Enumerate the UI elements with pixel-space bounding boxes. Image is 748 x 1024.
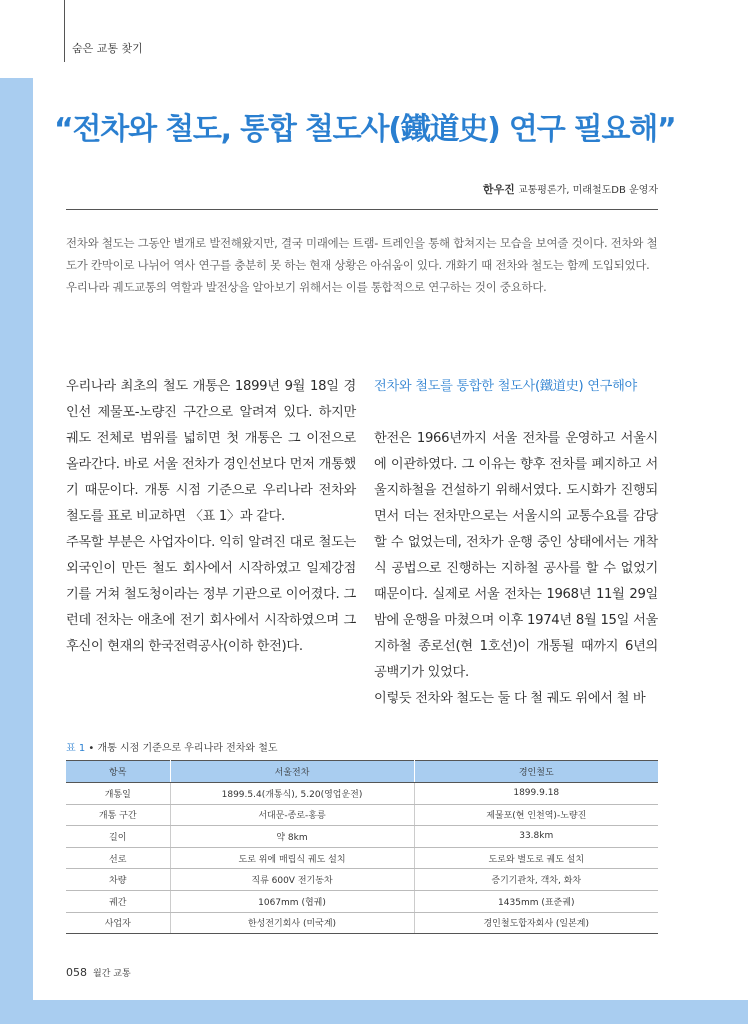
table-cell: 도로와 별도로 궤도 설치 [414,847,658,869]
table-cell: 경인철도합자회사 (일본계) [414,912,658,934]
table-cell: 서대문-종로-홍릉 [170,804,414,826]
body-paragraph: 주목할 부분은 사업자이다. 익히 알려진 대로 철도는 외국인이 만든 철도 회사에서 시작하였고 일제강점기를 거쳐 철도청이라는 정부 기관으로 이어졌다. 그런데 전차는 애초에 전기 회사에서 시작하였으며 그 후신이 현재의 한국전력공사(이하 한전)다. [66,535,356,654]
table-cell: 1067mm (협궤) [170,890,414,912]
table-row-label: 개통일 [66,783,170,805]
table-row-label: 개통 구간 [66,804,170,826]
table-row-label: 궤간 [66,890,170,912]
table-header-cell: 서울전차 [170,761,414,783]
table-row-label: 길이 [66,826,170,848]
author-role: 교통평론가, 미래철도DB 운영자 [517,185,658,196]
table-row [66,869,658,891]
table-row-label: 사업자 [66,912,170,934]
table-header-row [66,761,658,783]
table-header-cell: 경인철도 [414,761,658,783]
table-row [66,826,658,848]
body-column-left [66,374,356,660]
comparison-table [66,760,658,934]
author-name: 한우진 [482,183,515,196]
table-row-label: 선로 [66,847,170,869]
table-caption-number: 표 1 [66,743,86,754]
table-cell: 1899.9.18 [414,783,658,805]
table-cell: 33.8km [414,826,658,848]
page-frame-bottom [0,1000,748,1024]
table-row [66,804,658,826]
table-row [66,890,658,912]
table-cell: 도로 위에 매립식 궤도 설치 [170,847,414,869]
table-cell: 직류 600V 전기동차 [170,869,414,891]
table-cell: 한성전기회사 (미국계) [170,912,414,934]
page-frame-left [0,78,33,1000]
table-cell: 제물포(현 인천역)-노량진 [414,804,658,826]
table-row-label: 차량 [66,869,170,891]
table-cell: 약 8km [170,826,414,848]
table-cell: 증기기관차, 객차, 화차 [414,869,658,891]
page-footer [66,966,131,979]
table-cell: 1899.5.4(개통식), 5.20(영업운전) [170,783,414,805]
lead-paragraph: 전차와 철도는 그동안 별개로 발전해왔지만, 결국 미래에는 트램- 트레인을 통해 합쳐지는 모습을 보여줄 것이다. 전차와 철도가 칸막이로 나뉘어 역사 연구를 충분히 못 하는 현재 상황은 아쉬움이 있다. 개화기 때 전차와 철도는 함께 도입되었다. 우리나라 궤도교통의 역할과 발전상을 알아보기 위해서는 이를 통합적으로 연구하는 것이 중요하다. [66,236,658,294]
header-divider [64,0,65,62]
table-header-cell: 항목 [66,761,170,783]
body-paragraph: 한전은 1966년까지 서울 전차를 운영하고 서울시에 이관하였다. 그 이유는 향후 전차를 폐지하고 서울지하철을 건설하기 위해서였다. 도시화가 진행되면서 더는 전차만으로는 서울시의 교통수요를 감당할 수 없었는데, 전차가 운행 중인 상태에서는 개착식 공법으로 진행하는 지하철 공사를 할 수 없었기 때문이다. 실제로 서울 전차는 1968년 11월 29일 밤에 운행을 마쳤으며 이후 1974년 8월 15일 서울지하철 종로선(현 1호선)이 개통될 때까지 6년의 공백기가 있었다. [374,431,658,680]
section-subhead: 전차와 철도를 통합한 철도사(鐵道史) 연구해야 [374,379,637,394]
page-number: 058 [66,966,87,979]
byline [483,181,658,197]
body-paragraph: 이렇듯 전차와 철도는 둘 다 철 궤도 위에서 철 바 [374,691,646,706]
table-row [66,912,658,934]
table-row [66,847,658,869]
article-title: “전차와 철도, 통합 철도사(鐵道史) 연구 필요해” [54,112,676,147]
table-caption [66,739,278,754]
body-column-right [374,374,658,712]
magazine-name: 월간 교통 [93,969,131,979]
table-cell: 1435mm (표준궤) [414,890,658,912]
table-caption-text: • 개통 시점 기준으로 우리나라 전차와 철도 [85,743,278,754]
body-paragraph: 우리나라 최초의 철도 개통은 1899년 9월 18일 경인선 제물포-노량진 구간으로 알려져 있다. 하지만 궤도 전체로 범위를 넓히면 첫 개통은 그 이전으로 올라간다. 바로 서울 전차가 경인선보다 먼저 개통했기 때문이다. 개통 시점 기준으로 우리나라 전차와 철도를 표로 비교하면 〈표 1〉과 같다. [66,379,356,524]
section-label: 숨은 교통 찾기 [72,42,143,55]
title-rule [66,209,658,210]
table-row [66,783,658,805]
